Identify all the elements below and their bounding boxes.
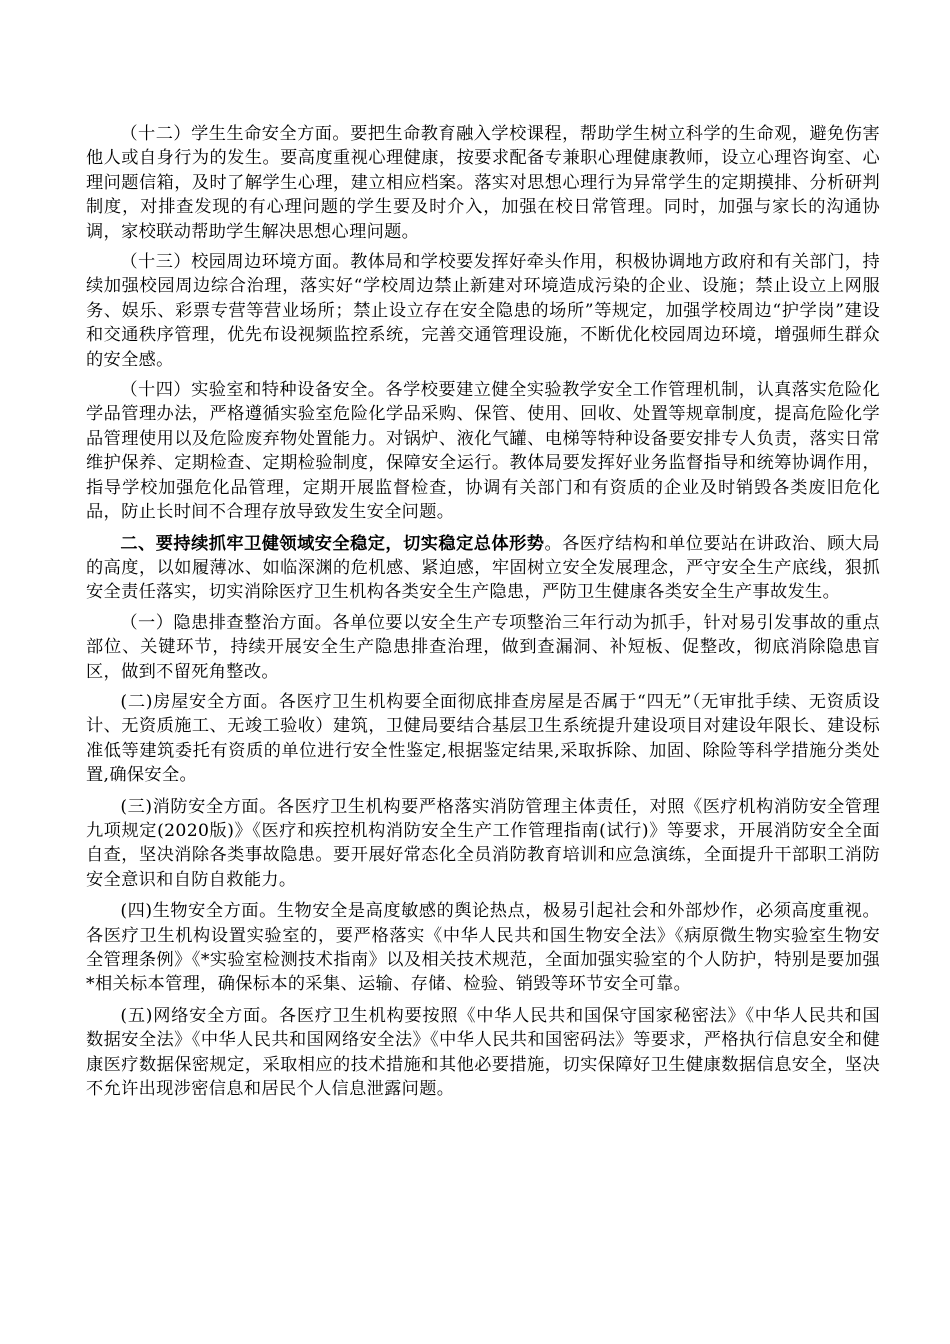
paragraph-hazard-inspection — [86, 611, 880, 684]
paragraph-biosafety — [86, 899, 880, 997]
paragraph-12-student-safety — [86, 122, 880, 244]
paragraph-text: (二)房屋安全方面。各医疗卫生机构要全面彻底排查房屋是否属于“四无”（无审批手续、无资质设计、无资质施工、无竣工验收）建筑，卫健局要结合基层卫生系统提升建设项目对建设年限长、建设标准低等建筑委托有资质的单位进行安全性鉴定,根据鉴定结果,采取拆除、加固、除险等科学措施分类处置,确保安全。 — [86, 691, 880, 786]
paragraph-text: (五)网络安全方面。各医疗卫生机构要按照《中华人民共和国保守国家秘密法》《中华人民共和国数据安全法》《中华人民共和国网络安全法》《中华人民共和国密码法》等要求，严格执行信息安全和健康医疗数据保密规定，采取相应的技术措施和其他必要措施，切实保障好卫生健康数据信息安全，坚决不允许出现涉密信息和居民个人信息泄露问题。 — [86, 1005, 880, 1100]
paragraph-network-security — [86, 1004, 880, 1102]
document-page — [86, 122, 880, 1107]
section-2-health-safety — [86, 532, 880, 605]
paragraph-text: （十二）学生生命安全方面。要把生命教育融入学校课程，帮助学生树立科学的生命观，避免伤害他人或自身行为的发生。要高度重视心理健康，按要求配备专兼职心理健康教师，设立心理咨询室、心理问题信箱，及时了解学生心理，建立相应档案。落实对思想心理行为异常学生的定期摸排、分析研判制度，对排查发现的有心理问题的学生要及时介入，加强在校日常管理。同时，加强与家长的沟通协调，家校联动帮助学生解决思想心理问题。 — [86, 124, 880, 242]
paragraph-text: （一）隐患排查整治方面。各单位要以安全生产专项整治三年行动为抓手，针对易引发事故的重点部位、关键环节，持续开展安全生产隐患排查治理，做到查漏洞、补短板、促整改，彻底消除隐患盲区，做到不留死角整改。 — [86, 612, 880, 682]
paragraph-fire-safety — [86, 795, 880, 893]
paragraph-building-safety — [86, 690, 880, 788]
paragraph-text: （十三）校园周边环境方面。教体局和学校要发挥好牵头作用，积极协调地方政府和有关部门，持续加强校园周边综合治理，落实好“学校周边禁止新建对环境造成污染的企业、设施；禁止设立上网服务、娱乐、彩票专营等营业场所；禁止设立存在安全隐患的场所”等规定，加强学校周边“护学岗”建设和交通秩序管理，优先布设视频监控系统，完善交通管理设施，不断优化校园周边环境，增强师生群众的安全感。 — [86, 252, 880, 370]
paragraph-13-campus-environment — [86, 250, 880, 372]
paragraph-text: (三)消防安全方面。各医疗卫生机构要严格落实消防管理主体责任，对照《医疗机构消防安全管理九项规定(2020版)》《医疗和疾控机构消防安全生产工作管理指南(试行)》等要求，开展消防安全全面自查，坚决消除各类事故隐患。要开展好常态化全员消防教育培训和应急演练，全面提升干部职工消防安全意识和自防自救能力。 — [86, 796, 880, 890]
paragraph-text: 。各医疗结构和单位要站在讲政治、顾大局的高度，以如履薄冰、如临深渊的危机感、紧迫感，牢固树立安全发展理念，严守安全生产底线，狠抓安全责任落实，切实消除医疗卫生机构各类安全生产隐患，严防卫生健康各类安全生产事故发生。 — [86, 533, 881, 603]
paragraph-text: （十四）实验室和特种设备安全。各学校要建立健全实验教学安全工作管理机制，认真落实危险化学品管理办法，严格遵循实验室危险化学品采购、保管、使用、回收、处置等规章制度，提高危险化学品管理使用以及危险废弃物处置能力。对锅炉、液化气罐、电梯等特种设备要安排专人负责，落实日常维护保养、定期检查、定期检验制度，保障安全运行。教体局要发挥好业务监督指导和统筹协调作用，指导学校加强危化品管理，定期开展监督检查，协调有关部门和有资质的企业及时销毁各类废旧危化品，防止长时间不合理存放导致发生安全问题。 — [86, 380, 880, 523]
section-heading: 二、要持续抓牢卫健领域安全稳定，切实稳定总体形势 — [120, 533, 545, 554]
paragraph-text: (四)生物安全方面。生物安全是高度敏感的舆论热点，极易引起社会和外部炒作，必须高度重视。各医疗卫生机构设置实验室的，要严格落实《中华人民共和国生物安全法》《病原微生物实验室生物安全管理条例》《*实验室检测技术指南》以及相关技术规范，全面加强实验室的个人防护，特别是要加强*相关标本管理，确保标本的采集、运输、存储、检验、销毁等环节安全可靠。 — [86, 901, 880, 995]
paragraph-14-laboratory-equipment — [86, 378, 880, 524]
